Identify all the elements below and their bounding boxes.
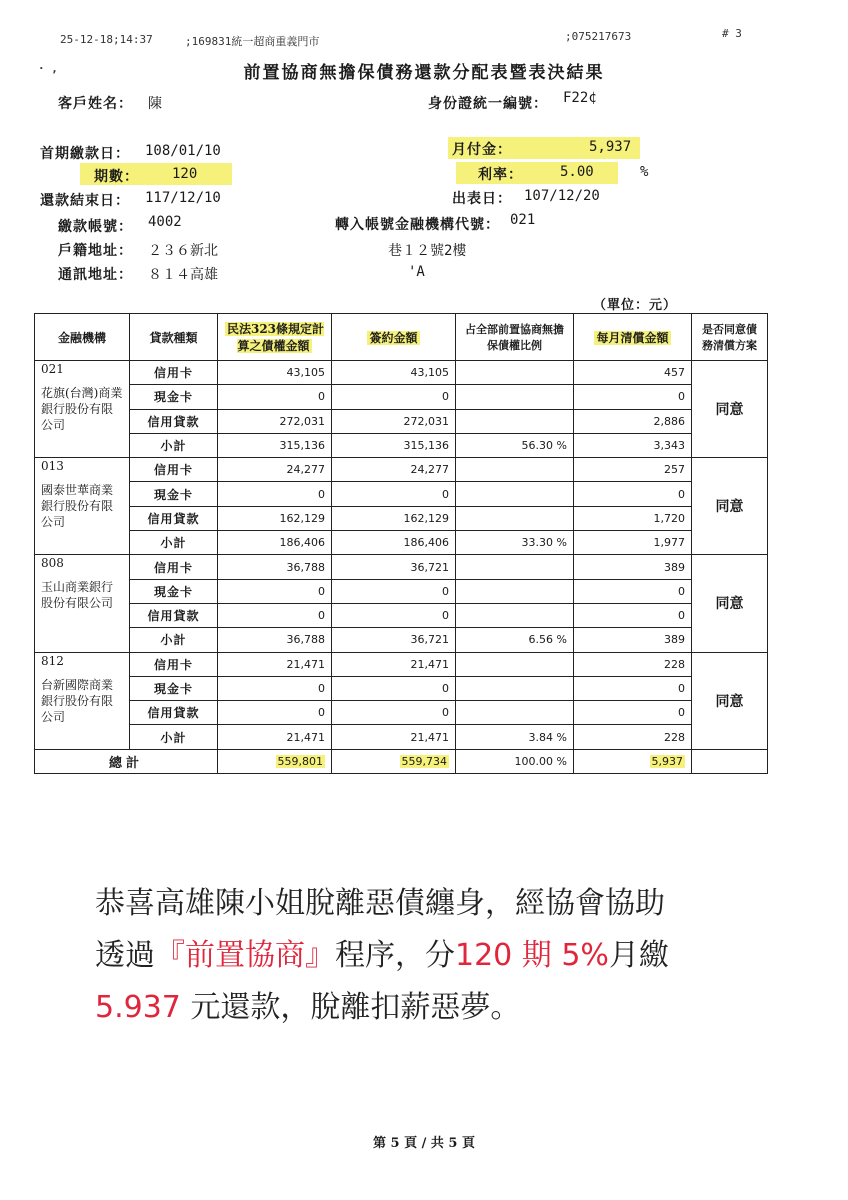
fax-datetime: 25-12-18;14:37 — [60, 33, 153, 46]
transfer-code: 021 — [510, 212, 536, 228]
bank-cell — [35, 652, 130, 749]
monthly-label: 月付金： — [452, 142, 512, 158]
monthly-payment: 0 — [574, 482, 692, 506]
id-value: F22¢ — [563, 90, 597, 106]
table-row — [35, 676, 768, 700]
header-type: 貸款種類 — [130, 314, 218, 361]
loan-type: 信用貸款 — [130, 701, 218, 725]
rate-label: 利率： — [478, 167, 523, 183]
agree-status: 同意 — [692, 555, 768, 652]
mail-addr-tail: 'A — [408, 264, 425, 280]
table-row — [35, 361, 768, 385]
unit-note: （單位：元） — [593, 298, 678, 313]
fax-sender: ;169831統一超商重義門市 — [185, 35, 320, 48]
debt-ratio — [456, 361, 574, 385]
debt-ratio — [456, 506, 574, 530]
law-amount: 0 — [218, 603, 332, 627]
table-row — [35, 433, 768, 457]
law-amount: 0 — [218, 676, 332, 700]
law-amount: 162,129 — [218, 506, 332, 530]
law-amount: 0 — [218, 701, 332, 725]
monthly-payment: 1,720 — [574, 506, 692, 530]
signed-amount: 0 — [332, 701, 456, 725]
page-mark: # 3 — [722, 27, 742, 40]
periods-value: 120 — [172, 166, 198, 182]
law-amount: 0 — [218, 482, 332, 506]
debt-ratio — [456, 676, 574, 700]
signed-amount: 0 — [332, 482, 456, 506]
caption-line-2 — [95, 930, 795, 982]
account-value: 4002 — [148, 214, 182, 230]
law-amount: 186,406 — [218, 531, 332, 555]
monthly-payment: 0 — [574, 701, 692, 725]
rate-unit: % — [640, 164, 649, 180]
bank-code: 013 — [41, 459, 64, 474]
table-row — [35, 725, 768, 749]
bank-name: 台新國際商業銀行股份有限公司 — [41, 677, 114, 724]
household-label: 戶籍地址： — [58, 243, 133, 259]
total-monthly-payment: 5,937 — [651, 754, 683, 768]
law-amount: 0 — [218, 385, 332, 409]
agree-status: 同意 — [692, 652, 768, 749]
debt-ratio — [456, 458, 574, 482]
header-signed-amount-text: 簽約金額 — [369, 330, 418, 345]
fax-number: ;075217673 — [565, 30, 632, 43]
table-row — [35, 458, 768, 482]
transfer-label: 轉入帳號金融機構代號： — [335, 217, 500, 233]
monthly-payment: 0 — [574, 579, 692, 603]
signed-amount: 36,721 — [332, 555, 456, 579]
caption-line-2-a: 透過 — [95, 938, 155, 973]
loan-type: 小計 — [130, 725, 218, 749]
end-date-label: 還款結束日： — [40, 193, 130, 209]
loan-type: 小計 — [130, 628, 218, 652]
table-row — [35, 628, 768, 652]
monthly-payment: 457 — [574, 361, 692, 385]
loan-type: 信用卡 — [130, 458, 218, 482]
total-signed-amount-cell — [332, 749, 456, 773]
bank-cell — [35, 555, 130, 652]
issue-date-label: 出表日： — [452, 191, 512, 207]
signed-amount: 21,471 — [332, 725, 456, 749]
table-row — [35, 555, 768, 579]
agree-status: 同意 — [692, 458, 768, 555]
bank-name: 玉山商業銀行股份有限公司 — [41, 580, 114, 611]
monthly-payment: 1,977 — [574, 531, 692, 555]
monthly-payment: 0 — [574, 676, 692, 700]
loan-type: 信用貸款 — [130, 409, 218, 433]
rate-value: 5.00 — [560, 164, 594, 180]
loan-type: 信用貸款 — [130, 603, 218, 627]
loan-type: 信用卡 — [130, 555, 218, 579]
bank-cell — [35, 458, 130, 555]
allocation-table — [34, 313, 768, 774]
header-monthly-text: 每月清償金額 — [596, 330, 669, 345]
mail-addr: ８１４高雄 — [148, 267, 218, 283]
debt-ratio — [456, 603, 574, 627]
caption-line-2-c: 月繳 — [608, 938, 669, 973]
debt-ratio — [456, 579, 574, 603]
monthly-payment: 389 — [574, 628, 692, 652]
table-row — [35, 579, 768, 603]
debt-ratio — [456, 701, 574, 725]
caption-highlight-terms: 120 期 5% — [455, 938, 609, 973]
periods-label: 期數： — [94, 169, 139, 185]
agree-status: 同意 — [692, 361, 768, 458]
caption-line-1: 恭喜高雄陳小姐脫離惡債纏身，經協會協助 — [95, 886, 665, 921]
loan-type: 現金卡 — [130, 385, 218, 409]
customer-name: 陳 — [148, 96, 162, 112]
signed-amount: 0 — [332, 676, 456, 700]
total-ratio: 100.00 % — [514, 754, 567, 768]
debt-ratio: 6.56 % — [456, 628, 574, 652]
monthly-payment: 0 — [574, 603, 692, 627]
law-amount: 315,136 — [218, 433, 332, 457]
bank-cell — [35, 361, 130, 458]
caption-highlight-amount: 5.937 — [95, 990, 181, 1025]
signed-amount: 0 — [332, 385, 456, 409]
signed-amount: 0 — [332, 579, 456, 603]
bank-code: 021 — [41, 362, 64, 376]
law-amount: 24,277 — [218, 458, 332, 482]
table-row — [35, 531, 768, 555]
total-agree-empty — [692, 749, 768, 773]
signed-amount: 272,031 — [332, 409, 456, 433]
header-agree: 是否同意債務清償方案 — [692, 314, 768, 361]
signed-amount: 43,105 — [332, 361, 456, 385]
header-monthly — [574, 314, 692, 361]
total-row — [35, 749, 768, 773]
debt-ratio: 56.30 % — [456, 433, 574, 457]
loan-type: 小計 — [130, 531, 218, 555]
monthly-payment: 2,886 — [574, 409, 692, 433]
first-payment-label: 首期繳款日： — [40, 146, 130, 162]
monthly-payment: 228 — [574, 652, 692, 676]
law-amount: 21,471 — [218, 725, 332, 749]
table-row — [35, 385, 768, 409]
loan-type: 信用卡 — [130, 361, 218, 385]
debt-ratio — [456, 652, 574, 676]
loan-type: 現金卡 — [130, 676, 218, 700]
household-addr-tail: 巷１２號2樓 — [388, 243, 467, 259]
account-label: 繳款帳號： — [58, 219, 133, 235]
loan-type: 小計 — [130, 433, 218, 457]
customer-name-label: 客戶姓名： — [58, 96, 133, 112]
total-ratio-cell — [456, 749, 574, 773]
loan-type: 現金卡 — [130, 482, 218, 506]
caption-line-3 — [95, 982, 795, 1034]
monthly-payment: 389 — [574, 555, 692, 579]
header-signed-amount — [332, 314, 456, 361]
signed-amount: 162,129 — [332, 506, 456, 530]
total-label: 總計 — [35, 749, 218, 773]
debt-ratio — [456, 555, 574, 579]
caption — [95, 878, 795, 1034]
header-ratio: 占全部前置協商無擔保債權比例 — [456, 314, 574, 361]
law-amount: 21,471 — [218, 652, 332, 676]
law-amount: 36,788 — [218, 555, 332, 579]
debt-ratio: 33.30 % — [456, 531, 574, 555]
signed-amount: 186,406 — [332, 531, 456, 555]
debt-ratio: 3.84 % — [456, 725, 574, 749]
monthly-payment: 257 — [574, 458, 692, 482]
household-addr: ２３６新北 — [148, 243, 218, 259]
mail-label: 通訊地址： — [58, 267, 133, 283]
scan-dots: · , — [38, 62, 58, 75]
total-signed-amount: 559,734 — [401, 754, 447, 768]
table-row — [35, 506, 768, 530]
monthly-payment: 0 — [574, 385, 692, 409]
bank-code: 812 — [41, 653, 64, 668]
table-row — [35, 409, 768, 433]
table-row — [35, 701, 768, 725]
end-date: 117/12/10 — [145, 190, 221, 206]
law-amount: 0 — [218, 579, 332, 603]
issue-date: 107/12/20 — [524, 188, 600, 204]
signed-amount: 21,471 — [332, 652, 456, 676]
monthly-value: 5,937 — [589, 139, 632, 155]
loan-type: 現金卡 — [130, 579, 218, 603]
page-title: 前置協商無擔保債務還款分配表暨表決結果 — [243, 63, 605, 83]
header-bank: 金融機構 — [35, 314, 130, 361]
signed-amount: 0 — [332, 603, 456, 627]
caption-highlight-negotiation: 『前置協商』 — [155, 938, 335, 973]
signed-amount: 36,721 — [332, 628, 456, 652]
law-amount: 43,105 — [218, 361, 332, 385]
table-body — [35, 361, 768, 774]
caption-line-2-b: 程序，分 — [335, 938, 455, 973]
table-header-row — [35, 314, 768, 361]
table-row — [35, 652, 768, 676]
loan-type: 信用貸款 — [130, 506, 218, 530]
id-label: 身份證統一編號： — [428, 96, 548, 112]
caption-line-3-b: 元還款，脫離扣薪惡夢。 — [180, 990, 521, 1025]
bank-name: 花旗(台灣)商業銀行股份有限公司 — [41, 386, 123, 432]
debt-ratio — [456, 409, 574, 433]
total-law-amount: 559,801 — [277, 754, 323, 768]
header-law-amount — [218, 314, 332, 361]
monthly-payment: 228 — [574, 725, 692, 749]
table-row — [35, 482, 768, 506]
monthly-payment: 3,343 — [574, 433, 692, 457]
signed-amount: 24,277 — [332, 458, 456, 482]
signed-amount: 315,136 — [332, 433, 456, 457]
page-footer: 第 5 頁 / 共 5 頁 — [373, 1136, 475, 1151]
bank-code: 808 — [41, 556, 64, 571]
loan-type: 信用卡 — [130, 652, 218, 676]
first-payment: 108/01/10 — [145, 143, 221, 159]
law-amount: 36,788 — [218, 628, 332, 652]
debt-ratio — [456, 482, 574, 506]
debt-ratio — [456, 385, 574, 409]
law-amount: 272,031 — [218, 409, 332, 433]
header-law-amount-text: 民法323條規定計算之債權金額 — [226, 322, 325, 353]
table-row — [35, 603, 768, 627]
bank-name: 國泰世華商業銀行股份有限公司 — [41, 483, 114, 530]
total-law-amount-cell — [218, 749, 332, 773]
total-monthly-payment-cell — [574, 749, 692, 773]
